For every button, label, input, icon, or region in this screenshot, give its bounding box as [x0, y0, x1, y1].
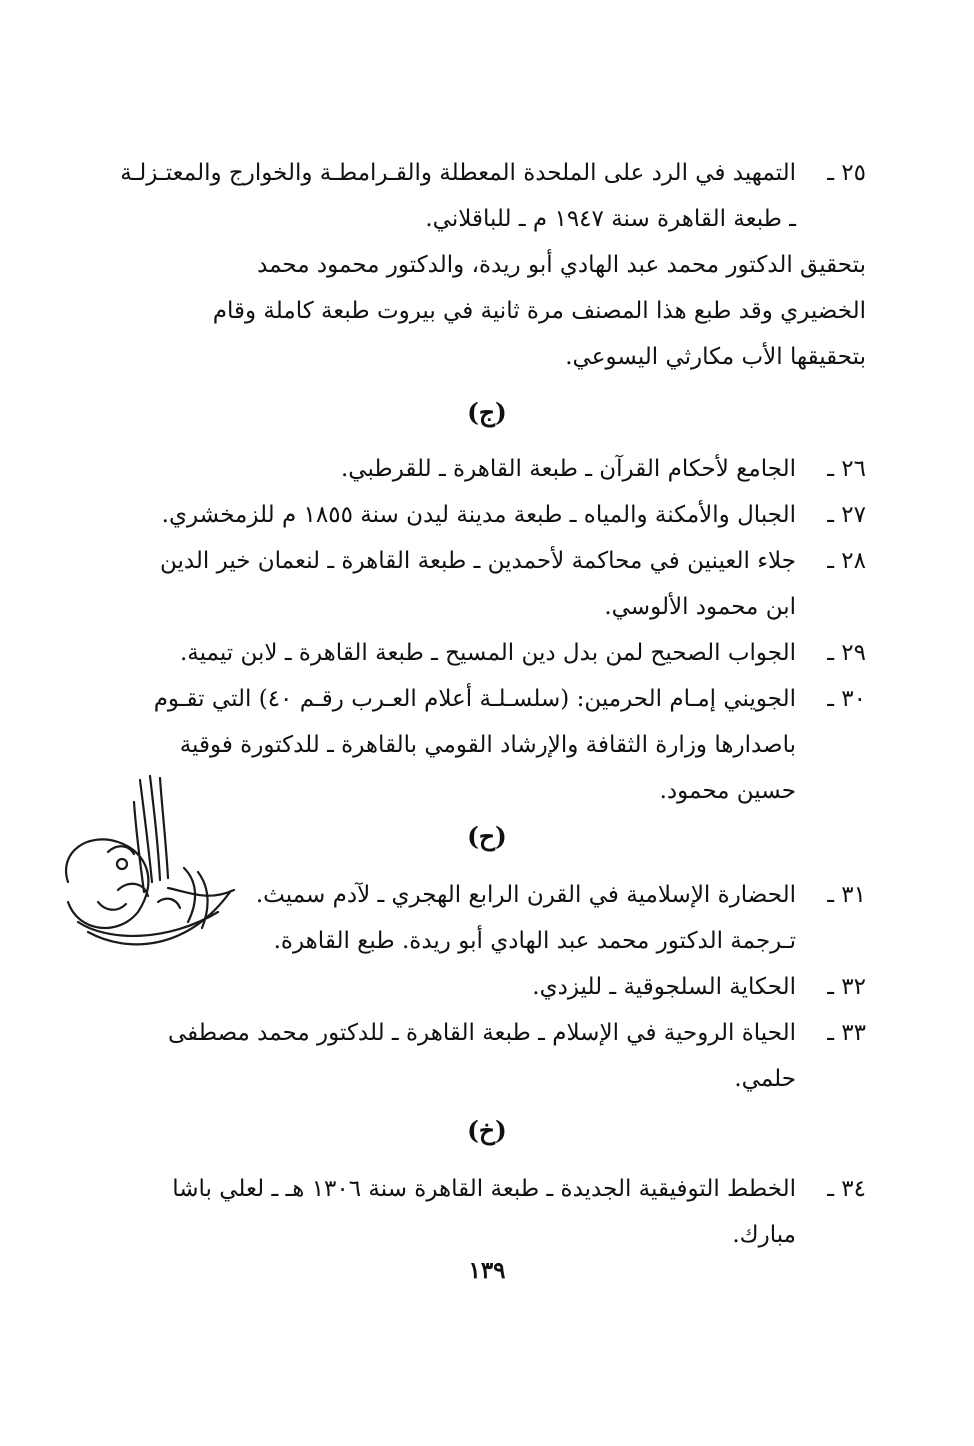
entry-text-line: حلمي. [734, 1066, 796, 1092]
section-heading: (ج) [467, 398, 507, 427]
section-jeem-entries [153, 446, 866, 816]
section-khah-entries [172, 1166, 866, 1258]
entry-number: ٣١ ـ [827, 882, 866, 908]
entry-text-line: ابن محمود الألوسي. [604, 594, 796, 620]
section-hah-entries [167, 872, 866, 1112]
entry-text-line: مبارك. [732, 1222, 796, 1248]
entry-text-line: تـرجمة الدكتور محمد عبد الهادي أبو ريدة. طبع القاهرة. [273, 928, 796, 954]
calligraphic-signature-stamp [48, 772, 238, 962]
entry-number: ٣٣ ـ [827, 1020, 866, 1046]
entry-number: ٢٥ ـ [827, 160, 866, 186]
entry-number: ٢٩ ـ [827, 640, 866, 666]
entry-text-line: الحضارة الإسلامية في القرن الرابع الهجري ـ لآدم سميث. [255, 882, 796, 908]
entry-text-line: الحكاية السلجوقية ـ لليزدي. [532, 974, 796, 1000]
entry-text-line: جلاء العينين في محاكمة لأحمدين ـ طبعة القاهرة ـ لنعمان خير الدين [159, 548, 796, 574]
entry-text-line: الجامع لأحكام القرآن ـ طبعة القاهرة ـ للقرطبي. [340, 456, 796, 482]
entry-text-line: الجبال والأمكنة والمياه ـ طبعة مدينة ليدن سنة ١٨٥٥ م للزمخشري. [161, 502, 796, 528]
entry-text-line: باصدارها وزارة الثقافة والإرشاد القومي بالقاهرة ـ للدكتورة فوقية [179, 732, 796, 758]
entry-number: ٢٨ ـ [827, 548, 866, 574]
entry-number: ٢٦ ـ [827, 456, 866, 482]
entry-text-line: حسين محمود. [659, 778, 796, 804]
entry-text-line: الجواب الصحيح لمن بدل دين المسيح ـ طبعة القاهرة ـ لابن تيمية. [179, 640, 796, 666]
entry-number: ٣٠ ـ [827, 686, 866, 712]
entry-text-line: ـ طبعة القاهرة سنة ١٩٤٧ م ـ للباقلاني. [425, 206, 796, 232]
entry-25 [120, 150, 866, 380]
entry-number: ٣٢ ـ [827, 974, 866, 1000]
entry-text-line: الخطط التوفيقية الجديدة ـ طبعة القاهرة سنة ١٣٠٦ هـ ـ لعلي باشا [172, 1176, 796, 1202]
entry-note-line: الخضيري وقد طبع هذا المصنف مرة ثانية في بيروت طبعة كاملة وقام [212, 298, 866, 324]
section-heading: (ح) [467, 822, 507, 851]
entry-note-line: بتحقيقها الأب مكارثي اليسوعي. [565, 344, 866, 370]
entry-note-line: بتحقيق الدكتور محمد عبد الهادي أبو ريدة، والدكتور محمود محمد [257, 252, 866, 278]
section-heading: (خ) [467, 1116, 507, 1145]
entry-text-line: الجويني إمـام الحرمين: (سلسـلـة أعلام العـرب رقـم ٤٠) التي تقـوم [153, 686, 796, 712]
entry-text-line: التمهيد في الرد على الملحدة المعطلة والقـرامطـة والخوارج والمعتـزلـة [120, 160, 796, 186]
entry-number: ٣٤ ـ [827, 1176, 866, 1202]
entry-text-line: الحياة الروحية في الإسلام ـ طبعة القاهرة ـ للدكتور محمد مصطفى [167, 1020, 796, 1046]
page-number: ١٣٩ [468, 1257, 506, 1284]
entry-number: ٢٧ ـ [827, 502, 866, 528]
